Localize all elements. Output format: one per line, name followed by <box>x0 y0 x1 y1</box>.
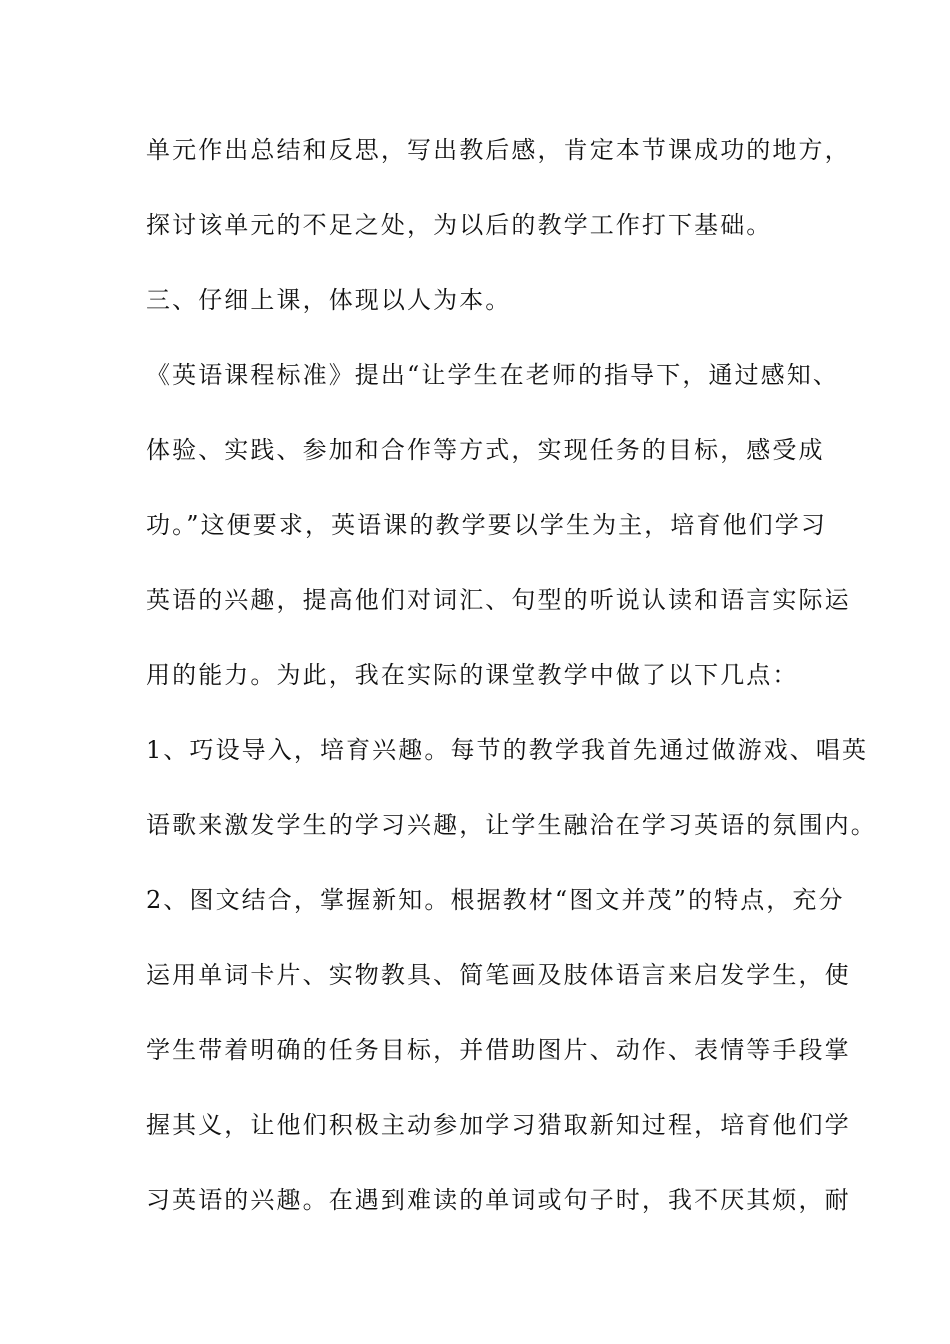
text-line: 单元作出总结和反思，写出教后感，肯定本节课成功的地方， <box>146 136 851 164</box>
text-line: 语歌来激发学生的学习兴趣，让学生融洽在学习英语的氛围内。 <box>146 811 877 839</box>
text-line: 体验、实践、参加和合作等方式，实现任务的目标，感受成 <box>146 436 825 464</box>
text-line: 用的能力。为此，我在实际的课堂教学中做了以下几点： <box>146 661 799 689</box>
text-line: 功。”这便要求，英语课的教学要以学生为主，培育他们学习 <box>146 511 827 539</box>
text-line: 习英语的兴趣。在遇到难读的单词或句子时，我不厌其烦，耐 <box>146 1186 851 1214</box>
text-line: 探讨该单元的不足之处，为以后的教学工作打下基础。 <box>146 211 773 239</box>
text-line: 2、图文结合，掌握新知。根据教材“图文并茂”的特点，充分 <box>146 886 845 914</box>
text-line: 英语的兴趣，提高他们对词汇、句型的听说认读和语言实际运 <box>146 586 851 614</box>
text-line: 握其义，让他们积极主动参加学习猎取新知过程，培育他们学 <box>146 1111 851 1139</box>
text-line: 运用单词卡片、实物教具、简笔画及肢体语言来启发学生，使 <box>146 961 851 989</box>
text-line: 《英语课程标准》提出“让学生在老师的指导下，通过感知、 <box>146 361 839 389</box>
text-line: 学生带着明确的任务目标，并借助图片、动作、表情等手段掌 <box>146 1036 851 1064</box>
section-heading: 三、仔细上课，体现以人为本。 <box>146 286 512 314</box>
text-line: 1、巧设导入，培育兴趣。每节的教学我首先通过做游戏、唱英 <box>146 736 869 764</box>
